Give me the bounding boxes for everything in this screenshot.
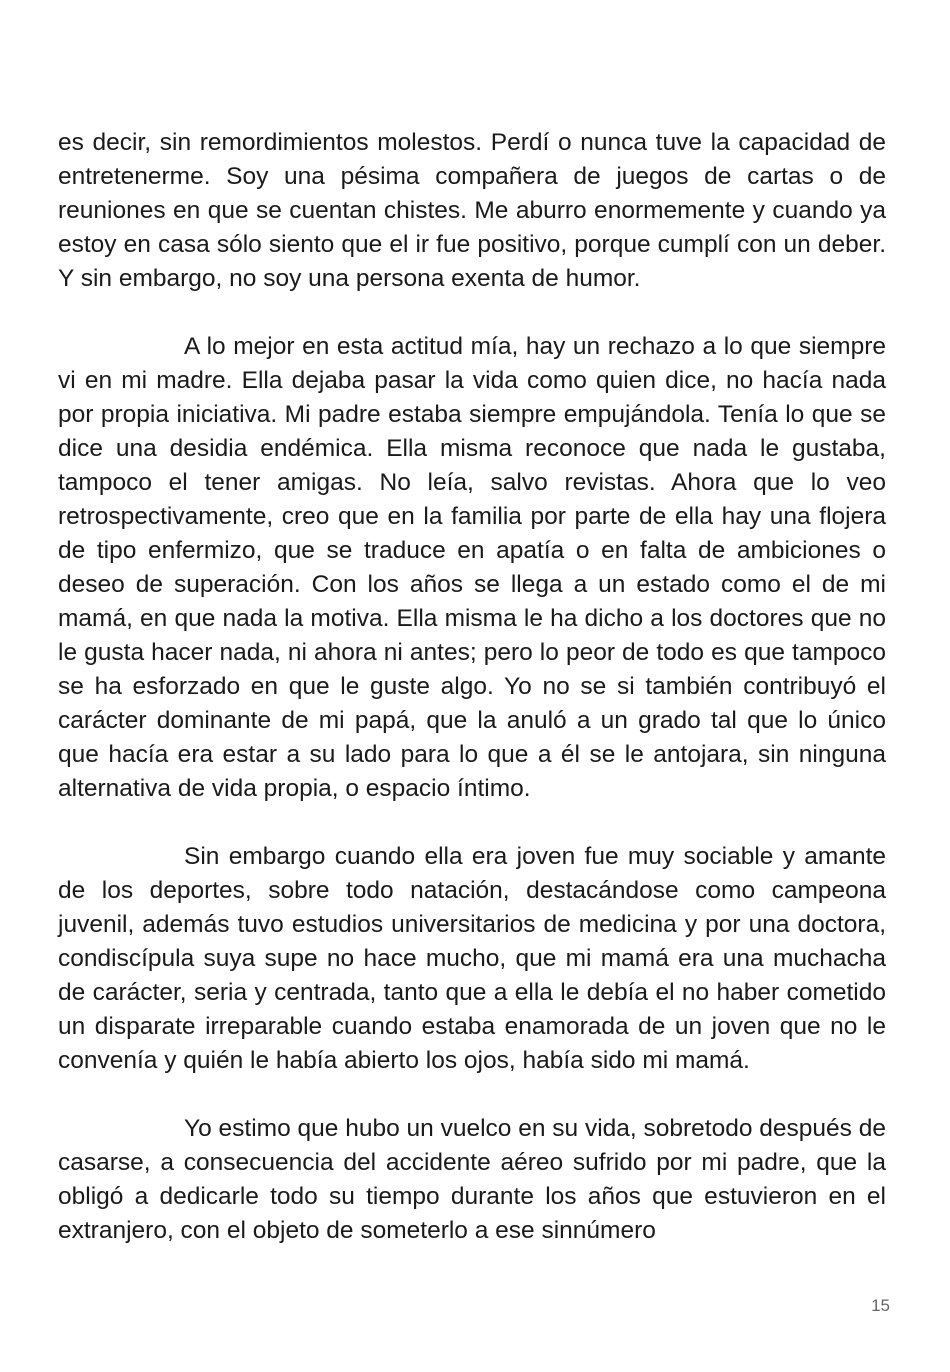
paragraph-1: es decir, sin remordimientos molestos. Perdí o nunca tuve la capacidad de entretenerme. Soy una pésima compañera de juegos de cartas o de reuniones en que se cuentan chistes. Me aburro enormemente y cuando ya estoy en casa sólo siento que el ir fue positivo, porque cumplí con un deber. Y sin embargo, no soy una persona exenta de humor. <box>58 129 886 292</box>
paragraph-4: Yo estimo que hubo un vuelco en su vida, sobretodo después de casarse, a consecuencia del accidente aéreo sufrido por mi padre, que la obligó a dedicarle todo su tiempo durante los años que estuvieron en el extranjero, con el objeto de someterlo a ese sinnúmero <box>58 1115 886 1244</box>
paragraph-2: A lo mejor en esta actitud mía, hay un rechazo a lo que siempre vi en mi madre. Ella dejaba pasar la vida como quien dice, no hacía nada por propia iniciativa. Mi padre estaba siempre empujándola. Tenía lo que se dice una desidia endémica. Ella misma reconoce que nada le gustaba, tampoco el tener amigas. No leía, salvo revistas. Ahora que lo veo retrospectivamente, creo que en la familia por parte de ella hay una flojera de tipo enfermizo, que se traduce en apatía o en falta de ambiciones o deseo de superación. Con los años se llega a un estado como el de mi mamá, en que nada la motiva. Ella misma le ha dicho a los doctores que no le gusta hacer nada, ni ahora ni antes; pero lo peor de todo es que tampoco se ha esforzado en que le guste algo. Yo no se si también contribuyó el carácter dominante de mi papá, que la anuló a un grado tal que lo único que hacía era estar a su lado para lo que a él se le antojara, sin ninguna alternativa de vida propia, o espacio íntimo. <box>58 333 886 802</box>
page-number: 15 <box>871 1296 890 1315</box>
paragraph-3: Sin embargo cuando ella era joven fue muy sociable y amante de los deportes, sobre todo natación, destacándose como campeona juvenil, además tuvo estudios universitarios de medicina y por una doctora, condiscípula suya supe no hace mucho, que mi mamá era una muchacha de carácter, seria y centrada, tanto que a ella le debía el no haber cometido un disparate irreparable cuando estaba enamorada de un joven que no le convenía y quién le había abierto los ojos, había sido mi mamá. <box>58 843 886 1074</box>
page-body <box>58 126 886 1248</box>
